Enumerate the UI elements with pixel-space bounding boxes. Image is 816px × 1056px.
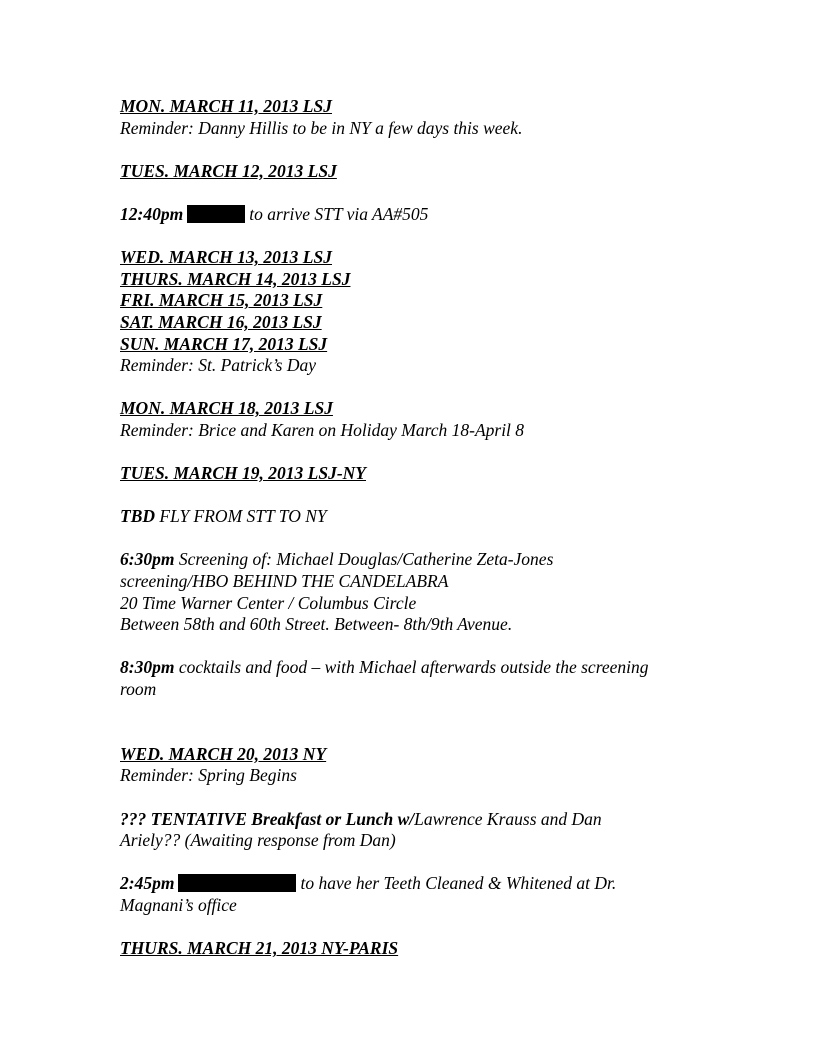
day-heading-mar15: FRI. MARCH 15, 2013 LSJ — [120, 290, 323, 311]
event-text: Screening of: Michael Douglas/Catherine Zeta-Jones — [178, 549, 554, 570]
day-heading-mar14: THURS. MARCH 14, 2013 LSJ — [120, 268, 351, 289]
reminder-mar11: Reminder: Danny Hillis to be in NY a few days this week. — [120, 117, 523, 138]
event-mar20-teeth — [120, 873, 720, 895]
event-text: cocktails and food – with Michael afterwards outside the screening — [178, 657, 649, 678]
event-text-continued: screening/HBO BEHIND THE CANDELABRA — [120, 571, 449, 592]
event-time: 6:30pm — [120, 549, 175, 570]
spacer — [120, 528, 720, 550]
event-time: 8:30pm — [120, 657, 175, 678]
day-heading-mar21: THURS. MARCH 21, 2013 NY-PARIS — [120, 938, 399, 959]
reminder-mar20: Reminder: Spring Begins — [120, 765, 297, 786]
spacer — [120, 182, 720, 204]
event-mar19-flight — [120, 506, 720, 528]
day-heading-mar20: WED. MARCH 20, 2013 NY — [120, 743, 327, 764]
event-text: FLY FROM STT TO NY — [159, 506, 327, 527]
event-text: to arrive STT via AA#505 — [249, 203, 429, 224]
day-heading-mar11: MON. MARCH 11, 2013 LSJ — [120, 96, 332, 116]
event-time: 2:45pm — [120, 873, 175, 894]
day-heading-mar13: WED. MARCH 13, 2013 LSJ — [120, 247, 332, 268]
event-text-continued: 20 Time Warner Center / Columbus Circle — [120, 592, 417, 613]
event-text-continued: Between 58th and 60th Street. Between- 8th/9th Avenue. — [120, 614, 513, 635]
event-text-continued: Ariely?? (Awaiting response from Dan) — [120, 830, 396, 851]
event-mar20-tentative — [120, 809, 720, 831]
event-mar19-cocktails — [120, 657, 720, 679]
spacer — [120, 139, 720, 161]
spacer — [120, 442, 720, 464]
day-heading-mar18: MON. MARCH 18, 2013 LSJ — [120, 398, 333, 419]
event-text-continued: Magnani’s office — [120, 894, 237, 915]
event-time: 12:40pm — [120, 203, 184, 224]
event-time: TBD — [120, 506, 155, 527]
event-text-continued: room — [120, 679, 157, 700]
day-heading-mar17: SUN. MARCH 17, 2013 LSJ — [120, 333, 328, 354]
event-text: Lawrence Krauss and Dan — [414, 808, 602, 829]
day-heading-mar19: TUES. MARCH 19, 2013 LSJ-NY — [120, 463, 366, 484]
spacer — [120, 917, 720, 939]
event-text: to have her Teeth Cleaned & Whitened at Dr. — [300, 873, 617, 894]
reminder-mar17: Reminder: St. Patrick’s Day — [120, 355, 317, 376]
redaction-box — [187, 205, 245, 223]
event-mar19-screening — [120, 549, 720, 571]
event-tentative-label: ??? TENTATIVE Breakfast or Lunch w/ — [120, 808, 415, 829]
spacer — [120, 226, 720, 248]
spacer — [120, 377, 720, 399]
spacer — [120, 636, 720, 658]
spacer — [120, 722, 720, 744]
schedule-page — [120, 96, 720, 960]
day-heading-mar12: TUES. MARCH 12, 2013 LSJ — [120, 160, 337, 181]
spacer — [120, 852, 720, 874]
spacer — [120, 485, 720, 507]
spacer — [120, 701, 720, 723]
redaction-box — [178, 874, 296, 892]
spacer — [120, 787, 720, 809]
day-heading-mar16: SAT. MARCH 16, 2013 LSJ — [120, 311, 322, 332]
reminder-mar18: Reminder: Brice and Karen on Holiday March 18-April 8 — [120, 419, 525, 440]
event-mar12-arrival — [120, 204, 720, 226]
